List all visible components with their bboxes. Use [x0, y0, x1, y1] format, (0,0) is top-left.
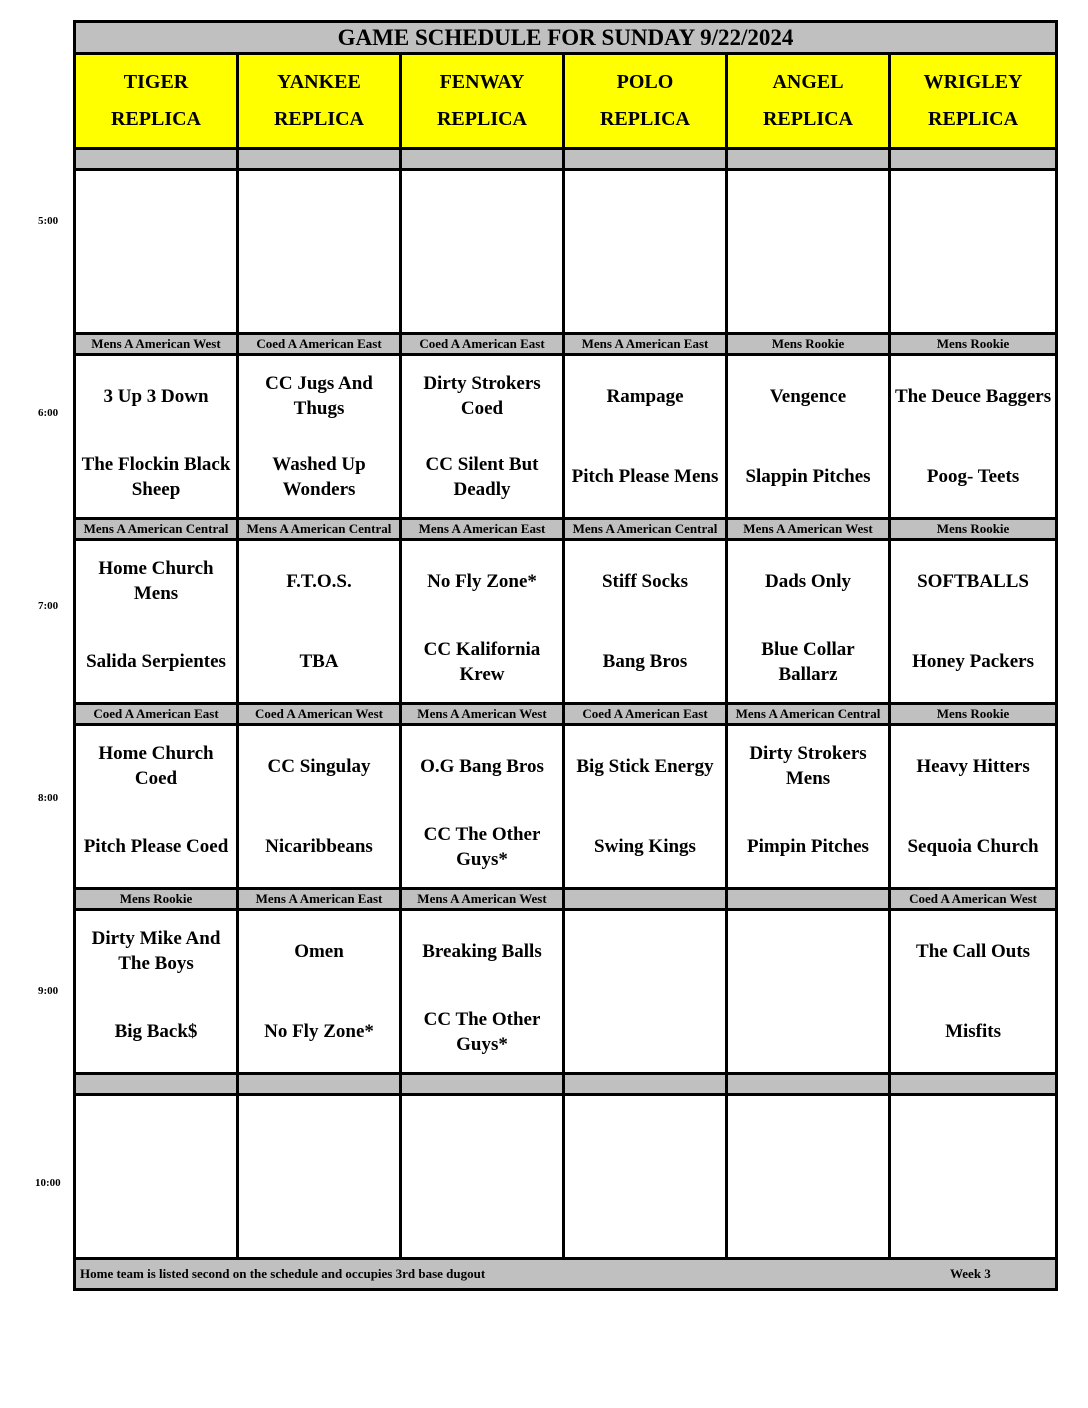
- game-cell: [401, 910, 564, 1074]
- field-header: [727, 54, 890, 149]
- time-label: 6:00: [38, 407, 59, 419]
- division-label: Mens A American Central: [727, 704, 890, 725]
- spacer-cell: [727, 1074, 890, 1095]
- field-sub: REPLICA: [436, 108, 527, 130]
- away-team: Dirty Strokers Coed: [423, 373, 541, 420]
- time-label: 9:00: [38, 985, 59, 997]
- away-team: Home Church Coed: [98, 743, 214, 790]
- empty-slot: [75, 170, 238, 334]
- empty-slot: [401, 1095, 564, 1259]
- home-team: Big Back$: [114, 1021, 198, 1043]
- home-team: TBA: [299, 651, 339, 673]
- home-team: No Fly Zone*: [264, 1021, 374, 1043]
- game-cell: [727, 910, 890, 1074]
- game-cell: [75, 910, 238, 1074]
- field-header: [401, 54, 564, 149]
- field-header: [238, 54, 401, 149]
- home-team: Misfits: [945, 1021, 1001, 1043]
- field-name: POLO: [616, 71, 674, 93]
- footer-note: Home team is listed second on the schedule and occupies 3rd base dugout: [80, 1266, 486, 1281]
- field-name: FENWAY: [439, 71, 525, 93]
- away-team: The Call Outs: [916, 940, 1031, 962]
- empty-slot: [727, 170, 890, 334]
- home-team: CC Silent But Deadly: [425, 453, 539, 500]
- home-team: Slappin Pitches: [745, 466, 871, 488]
- away-team: Vengence: [769, 385, 847, 407]
- game-cell: [890, 540, 1057, 704]
- empty-slot: [238, 170, 401, 334]
- game-cell: [75, 540, 238, 704]
- time-label: 5:00: [38, 215, 59, 227]
- field-sub: REPLICA: [762, 108, 853, 130]
- field-header: [75, 54, 238, 149]
- division-label: Mens A American East: [238, 889, 401, 910]
- away-team: 3 Up 3 Down: [103, 385, 209, 407]
- game-row: [75, 910, 1057, 1074]
- away-team: Dirty Mike And The Boys: [91, 928, 221, 975]
- game-cell: [727, 540, 890, 704]
- home-team: Washed Up Wonders: [272, 453, 366, 500]
- home-team: Bang Bros: [602, 651, 688, 673]
- home-team: Sequoia Church: [907, 836, 1039, 858]
- spacer-cell: [75, 1074, 238, 1095]
- home-team: [565, 992, 725, 1073]
- home-team: Pimpin Pitches: [747, 836, 869, 858]
- division-label: Coed A American East: [401, 334, 564, 355]
- away-team: Rampage: [606, 385, 684, 407]
- empty-slot: [564, 170, 727, 334]
- away-team: Dads Only: [764, 570, 852, 592]
- home-team: Nicaribbeans: [265, 836, 373, 858]
- away-team: O.G Bang Bros: [420, 755, 544, 777]
- game-slots: [75, 334, 1057, 1074]
- division-label: Mens Rookie: [75, 889, 238, 910]
- division-row: [75, 889, 1057, 910]
- game-cell: [401, 725, 564, 889]
- away-team: Omen: [294, 940, 344, 962]
- spacer-cell: [727, 149, 890, 170]
- division-label: Mens A American West: [75, 334, 238, 355]
- away-team: Breaking Balls: [422, 940, 542, 962]
- schedule-table: [73, 20, 1058, 1291]
- game-cell: [564, 540, 727, 704]
- division-label: [727, 889, 890, 910]
- division-label: Coed A American West: [890, 889, 1057, 910]
- field-header: [564, 54, 727, 149]
- game-cell: [727, 725, 890, 889]
- field-name: TIGER: [123, 71, 189, 93]
- empty-slot-row: [75, 1095, 1057, 1259]
- away-team: Heavy Hitters: [916, 755, 1030, 777]
- away-team: CC Jugs And Thugs: [265, 373, 373, 420]
- spacer-cell: [890, 149, 1057, 170]
- spacer-cell: [238, 1074, 401, 1095]
- spacer-row: [75, 1074, 1057, 1095]
- empty-slot: [890, 1095, 1057, 1259]
- division-label: [564, 889, 727, 910]
- empty-slot: [238, 1095, 401, 1259]
- home-team: CC Kalifornia Krew: [423, 638, 541, 685]
- home-team: Honey Packers: [912, 651, 1034, 673]
- spacer-cell: [890, 1074, 1057, 1095]
- away-team: Dirty Strokers Mens: [749, 743, 867, 790]
- home-team: Pitch Please Coed: [83, 836, 229, 858]
- time-column: [0, 0, 74, 1408]
- division-row: [75, 519, 1057, 540]
- game-cell: [75, 355, 238, 519]
- game-cell: [890, 355, 1057, 519]
- time-label: 10:00: [35, 1177, 61, 1189]
- home-team: Swing Kings: [594, 836, 696, 858]
- field-sub: REPLICA: [599, 108, 690, 130]
- home-team: Salida Serpientes: [86, 651, 226, 673]
- field-header: [890, 54, 1057, 149]
- division-label: Coed A American East: [238, 334, 401, 355]
- away-team: Big Stick Energy: [576, 755, 714, 777]
- spacer-cell: [564, 149, 727, 170]
- field-sub: REPLICA: [928, 108, 1019, 130]
- game-cell: [564, 910, 727, 1074]
- week-label: Week 3: [950, 1266, 991, 1281]
- time-label: 7:00: [38, 600, 59, 612]
- division-label: Mens A American Central: [564, 519, 727, 540]
- spacer-cell: [238, 149, 401, 170]
- division-row: [75, 334, 1057, 355]
- game-cell: [238, 725, 401, 889]
- field-header-row: [75, 54, 1057, 149]
- away-team: Stiff Socks: [601, 570, 689, 592]
- footer-row: [75, 1259, 1057, 1290]
- game-cell: [890, 910, 1057, 1074]
- time-label: 8:00: [38, 792, 59, 804]
- game-cell: [564, 725, 727, 889]
- home-team: Blue Collar Ballarz: [761, 638, 855, 685]
- game-cell: [75, 725, 238, 889]
- division-label: Mens A American West: [401, 704, 564, 725]
- away-team: F.T.O.S.: [286, 570, 352, 592]
- away-team: The Deuce Baggers: [894, 385, 1052, 407]
- game-cell: [238, 910, 401, 1074]
- game-cell: [890, 725, 1057, 889]
- division-label: Mens A American Central: [75, 519, 238, 540]
- empty-slot: [75, 1095, 238, 1259]
- game-row: [75, 725, 1057, 889]
- spacer-row: [75, 149, 1057, 170]
- division-label: Coed A American West: [238, 704, 401, 725]
- schedule-title: GAME SCHEDULE FOR SUNDAY 9/22/2024: [75, 22, 1057, 54]
- game-cell: [401, 355, 564, 519]
- division-label: Coed A American East: [564, 704, 727, 725]
- game-cell: [564, 355, 727, 519]
- title-row: [75, 22, 1057, 54]
- away-team: Home Church Mens: [98, 558, 214, 605]
- home-team: The Flockin Black Sheep: [81, 453, 231, 500]
- spacer-cell: [75, 149, 238, 170]
- field-sub: REPLICA: [273, 108, 364, 130]
- game-row: [75, 540, 1057, 704]
- away-team: [728, 911, 888, 992]
- footer-cell: [75, 1259, 1057, 1290]
- spacer-cell: [401, 149, 564, 170]
- field-name: WRIGLEY: [923, 71, 1023, 93]
- empty-slot: [401, 170, 564, 334]
- empty-slot-row: [75, 170, 1057, 334]
- game-cell: [727, 355, 890, 519]
- home-team: [728, 992, 888, 1073]
- division-label: Mens Rookie: [890, 519, 1057, 540]
- away-team: [565, 911, 725, 992]
- field-sub: REPLICA: [110, 108, 201, 130]
- division-label: Mens A American West: [727, 519, 890, 540]
- home-team: Pitch Please Mens: [571, 466, 719, 488]
- empty-slot: [727, 1095, 890, 1259]
- division-label: Mens Rookie: [890, 704, 1057, 725]
- home-team: CC The Other Guys*: [423, 1008, 541, 1055]
- division-label: Mens Rookie: [890, 334, 1057, 355]
- game-cell: [401, 540, 564, 704]
- division-label: Mens A American Central: [238, 519, 401, 540]
- away-team: No Fly Zone*: [427, 570, 537, 592]
- field-name: YANKEE: [277, 71, 361, 93]
- division-label: Mens A American East: [401, 519, 564, 540]
- division-label: Coed A American East: [75, 704, 238, 725]
- spacer-cell: [564, 1074, 727, 1095]
- home-team: Poog- Teets: [926, 466, 1020, 488]
- empty-slot: [564, 1095, 727, 1259]
- division-label: Mens A American West: [401, 889, 564, 910]
- empty-slot: [890, 170, 1057, 334]
- division-label: Mens A American East: [564, 334, 727, 355]
- game-row: [75, 355, 1057, 519]
- spacer-cell: [401, 1074, 564, 1095]
- division-row: [75, 704, 1057, 725]
- game-cell: [238, 355, 401, 519]
- game-cell: [238, 540, 401, 704]
- division-label: Mens Rookie: [727, 334, 890, 355]
- away-team: CC Singulay: [267, 755, 371, 777]
- away-team: SOFTBALLS: [917, 570, 1029, 592]
- home-team: CC The Other Guys*: [423, 823, 541, 870]
- field-name: ANGEL: [772, 71, 844, 93]
